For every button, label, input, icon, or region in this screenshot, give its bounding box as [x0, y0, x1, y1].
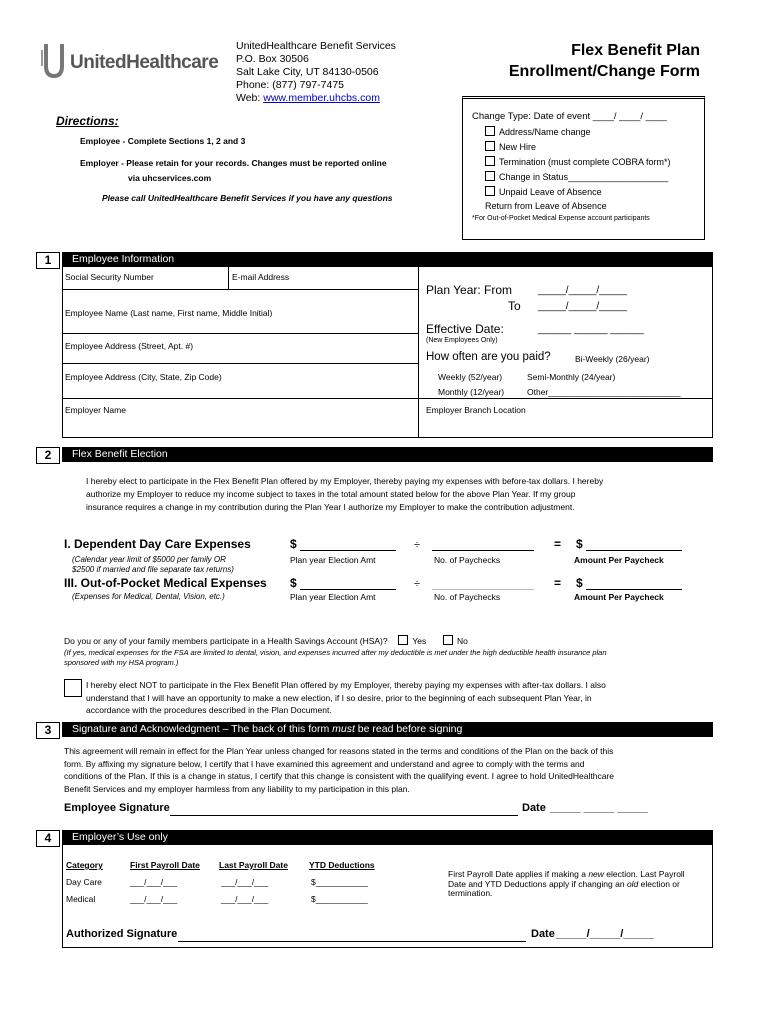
- row-category: Day Care: [66, 877, 102, 887]
- change-type-box: [462, 96, 705, 240]
- dependent-care-dollar: $: [290, 537, 297, 551]
- web-link[interactable]: www.member.uhcbs.com: [263, 92, 380, 104]
- hsa-note-1: (If yes, medical expenses for the FSA are limited to dental, vision, and expenses incurred after my deductible is met under the high deductible health insurance plan: [64, 648, 607, 657]
- section-3-title-a: Signature and Acknowledgment – The back of this form: [72, 723, 333, 735]
- directions-line-1: Employee - Complete Sections 1, 2 and 3: [80, 136, 246, 146]
- option-label: Change in Status____________________: [499, 172, 669, 182]
- pay-other[interactable]: Other____________________________: [527, 387, 681, 397]
- divide-symbol: ÷: [414, 539, 421, 551]
- note-new: new: [588, 869, 604, 879]
- employee-date-label: Date: [522, 802, 546, 814]
- dependent-care-title: I. Dependent Day Care Expenses: [64, 537, 251, 551]
- note-b: election. Last Payroll Date and YTD Deductions apply if changing an: [448, 869, 685, 889]
- change-option[interactable]: [485, 141, 536, 152]
- section-4-number: 4: [36, 830, 60, 847]
- agreement-line: Benefit Services and my employer harmless from any liability to my participation in this plan.: [64, 783, 410, 794]
- section-3-number: 3: [36, 722, 60, 739]
- address-line: Salt Lake City, UT 84130-0506: [236, 66, 379, 78]
- address-line: P.O. Box 30506: [236, 53, 309, 65]
- uhc-logo-icon: [40, 40, 68, 80]
- note-a: First Payroll Date applies if making a: [448, 869, 589, 879]
- new-employees-note: (New Employees Only): [426, 337, 498, 344]
- agreement-line: conditions of the Plan. If this is a change in status, I certify that this change is consistent with the qualifying event. I agree to hold UnitedHealthcare: [64, 771, 614, 781]
- plan-year-from-label: Plan Year: From: [426, 283, 513, 297]
- election-line: insurance requires a change in my contribution during the Plan Year I authorize my Employer to make the contribution adjustment.: [86, 502, 575, 512]
- return-label: Return from Leave of Absence: [485, 201, 607, 211]
- web-line: [236, 92, 396, 105]
- web-label: Web:: [236, 92, 264, 104]
- change-option[interactable]: [485, 156, 671, 167]
- authorized-date-blank[interactable]: _____/_____/_____: [556, 928, 654, 940]
- section-2-title: Flex Benefit Election: [62, 447, 713, 462]
- change-type-heading: Change Type: Date of event ____/ ____/ ____: [472, 111, 667, 122]
- form-title: [509, 40, 700, 82]
- oop-paychecks-input[interactable]: [432, 589, 534, 590]
- pay-weekly[interactable]: Weekly (52/year): [438, 372, 503, 382]
- pay-semimonthly[interactable]: Semi-Monthly (24/year): [527, 372, 616, 382]
- email-field[interactable]: E-mail Address: [232, 272, 290, 282]
- note-old: old: [626, 878, 639, 889]
- checkbox[interactable]: [485, 126, 495, 136]
- section-3-title-must: must: [332, 723, 355, 735]
- agreement-line: This agreement will remain in effect for the Plan Year unless changed for reasons stated in the terms and conditions of the Plan on the back of this: [64, 746, 614, 756]
- option-label: Address/Name change: [499, 127, 591, 137]
- per-paycheck-label: Amount Per Paycheck: [574, 592, 664, 602]
- employer-note: [448, 870, 688, 899]
- directions-line-4: Please call UnitedHealthcare Benefit Services if you have any questions: [102, 193, 393, 203]
- paychecks-label: No. of Paychecks: [434, 555, 501, 565]
- divider: [228, 267, 229, 289]
- decline-checkbox[interactable]: [64, 679, 82, 697]
- decline-line: accordance with the procedures described in the Plan Document.: [86, 705, 332, 715]
- logo: [40, 40, 220, 80]
- form-title-line-2: Enrollment/Change Form: [508, 63, 700, 80]
- authorized-signature-label: Authorized Signature: [66, 928, 178, 940]
- divider: [62, 398, 712, 399]
- election-line: authorize my Employer to reduce my income subject to taxes in the total amount stated below for the above Plan Year. If my group: [86, 489, 576, 499]
- decline-paragraph: [86, 679, 606, 717]
- checkbox[interactable]: [485, 186, 495, 196]
- hsa-no-label: No: [457, 636, 468, 646]
- hsa-question-row: [64, 635, 468, 646]
- plan-amt-label: Plan year Election Amt: [290, 592, 376, 602]
- section-1-title: Employee Information: [62, 252, 713, 267]
- checkbox[interactable]: [485, 171, 495, 181]
- oop-result-dollar: $: [576, 576, 583, 590]
- election-paragraph: [86, 475, 603, 514]
- decline-line: understand that I will have an opportunity to make a new election, if I so desire, prior to the beginning of each subsequent Plan Year, in: [86, 692, 592, 703]
- col-category: Category: [66, 860, 103, 870]
- plan-year-to-blank[interactable]: _____/_____/_____: [538, 301, 627, 312]
- checkbox[interactable]: [485, 156, 495, 166]
- dependent-care-amount-input[interactable]: [300, 550, 396, 551]
- oop-title: III. Out-of-Pocket Medical Expenses: [64, 576, 267, 590]
- oop-amount-input[interactable]: [300, 589, 396, 590]
- col-first-payroll: First Payroll Date: [130, 860, 200, 870]
- row-first-date[interactable]: ___/___/___: [130, 894, 178, 904]
- section-2-number: 2: [36, 447, 60, 464]
- employer-name-field[interactable]: Employer Name: [65, 405, 126, 415]
- effective-date-label: Effective Date:: [426, 322, 504, 336]
- section-3-title-b: be read before signing: [354, 723, 463, 735]
- directions-title: Directions:: [56, 114, 119, 128]
- pay-biweekly[interactable]: Bi-Weekly (26/year): [575, 354, 650, 364]
- col-last-payroll: Last Payroll Date: [219, 860, 288, 870]
- hsa-yes-checkbox[interactable]: [398, 635, 408, 645]
- effective-date-blank[interactable]: ______ ______ ______: [538, 324, 644, 335]
- form-title-line-1: Flex Benefit Plan: [571, 42, 700, 59]
- hsa-note-2: sponsored with my HSA program.): [64, 658, 179, 667]
- row-ytd[interactable]: $___________: [311, 894, 368, 904]
- agreement-line: form. By affixing my signature below, I certify that I have examined this agreement and understand and agree to comply with the terms and: [64, 758, 585, 769]
- row-last-date[interactable]: ___/___/___: [221, 877, 269, 887]
- divider: [62, 363, 418, 364]
- paychecks-label: No. of Paychecks: [434, 592, 501, 602]
- row-category: Medical: [66, 894, 96, 904]
- city-address-field[interactable]: Employee Address (City, State, Zip Code): [65, 372, 222, 382]
- dependent-care-paychecks-input[interactable]: [432, 550, 534, 551]
- address-line: Phone: (877) 797-7475: [236, 79, 344, 91]
- pay-frequency-label: How often are you paid?: [426, 351, 551, 363]
- authorized-date-label: Date: [531, 928, 555, 940]
- section-3-title: [62, 722, 713, 737]
- dependent-care-note-1: (Calendar year limit of $5000 per family OR: [72, 555, 226, 564]
- change-option[interactable]: [485, 126, 591, 137]
- logo-text: UnitedHealthcare: [70, 52, 219, 73]
- directions-line-3: via uhcservices.com: [128, 173, 212, 183]
- branch-location-field[interactable]: Employer Branch Location: [426, 405, 526, 415]
- divide-symbol: ÷: [414, 578, 421, 590]
- hsa-question: Do you or any of your family members participate in a Health Savings Account (HSA)?: [64, 636, 388, 646]
- note-c: election or termination.: [448, 878, 680, 898]
- row-last-date[interactable]: ___/___/___: [221, 894, 269, 904]
- option-label: Unpaid Leave of Absence: [499, 187, 602, 197]
- employee-signature-input[interactable]: [170, 815, 518, 816]
- oop-per-paycheck-input[interactable]: [586, 589, 682, 590]
- col-ytd: YTD Deductions: [309, 860, 375, 870]
- hsa-no-checkbox[interactable]: [443, 635, 453, 645]
- option-label: Termination (must complete COBRA form*): [499, 157, 671, 167]
- section-1-number: 1: [36, 252, 60, 269]
- employee-date-blank[interactable]: _____ _____ _____: [550, 802, 648, 814]
- plan-amt-label: Plan year Election Amt: [290, 555, 376, 565]
- oop-dollar: $: [290, 576, 297, 590]
- equals-symbol: =: [554, 537, 562, 551]
- ssn-field[interactable]: Social Security Number: [65, 272, 154, 282]
- address-line: UnitedHealthcare Benefit Services: [236, 40, 396, 52]
- divider: [62, 333, 418, 334]
- pay-monthly[interactable]: Monthly (12/year): [438, 387, 505, 397]
- street-address-field[interactable]: Employee Address (Street, Apt. #): [65, 341, 194, 351]
- per-paycheck-label: Amount Per Paycheck: [574, 555, 664, 565]
- oop-note: (Expenses for Medical, Dental, Vision, etc.): [72, 592, 225, 601]
- directions-line-2: Employer - Please retain for your records. Changes must be reported online: [80, 158, 387, 168]
- agreement-paragraph: [64, 745, 614, 795]
- plan-year-from-blank[interactable]: _____/_____/_____: [538, 285, 627, 296]
- divider: [62, 289, 418, 290]
- option-label: New Hire: [499, 142, 537, 152]
- checkbox[interactable]: [485, 141, 495, 151]
- election-line: I hereby elect to participate in the Flex Benefit Plan offered by my Employer, thereby paying my expenses with before-tax dollars. I hereby: [86, 476, 604, 486]
- section-4-title: Employer’s Use only: [62, 830, 713, 845]
- divider: [418, 267, 419, 437]
- decline-line: I hereby elect NOT to participate in the Flex Benefit Plan offered by my Employer, thereby paying my expenses with after-tax dollars. I also: [86, 680, 606, 690]
- row-first-date[interactable]: ___/___/___: [130, 877, 178, 887]
- change-option[interactable]: [485, 186, 602, 197]
- change-option[interactable]: [485, 171, 668, 182]
- dependent-care-note-2: $2500 if married and file separate tax returns): [72, 565, 234, 574]
- employee-signature-label: Employee Signature: [64, 802, 170, 814]
- dependent-care-result-dollar: $: [576, 537, 583, 551]
- hsa-yes-label: Yes: [412, 636, 427, 646]
- employee-name-field[interactable]: Employee Name (Last name, First name, Middle Initial): [65, 308, 273, 318]
- plan-year-to-label: To: [508, 299, 521, 313]
- dependent-care-per-paycheck-input[interactable]: [586, 550, 682, 551]
- change-footnote: *For Out-of-Pocket Medical Expense account participants: [472, 215, 650, 222]
- address-block: [236, 40, 396, 105]
- authorized-signature-input[interactable]: [178, 941, 526, 942]
- equals-symbol: =: [554, 576, 562, 590]
- row-ytd[interactable]: $___________: [311, 877, 368, 887]
